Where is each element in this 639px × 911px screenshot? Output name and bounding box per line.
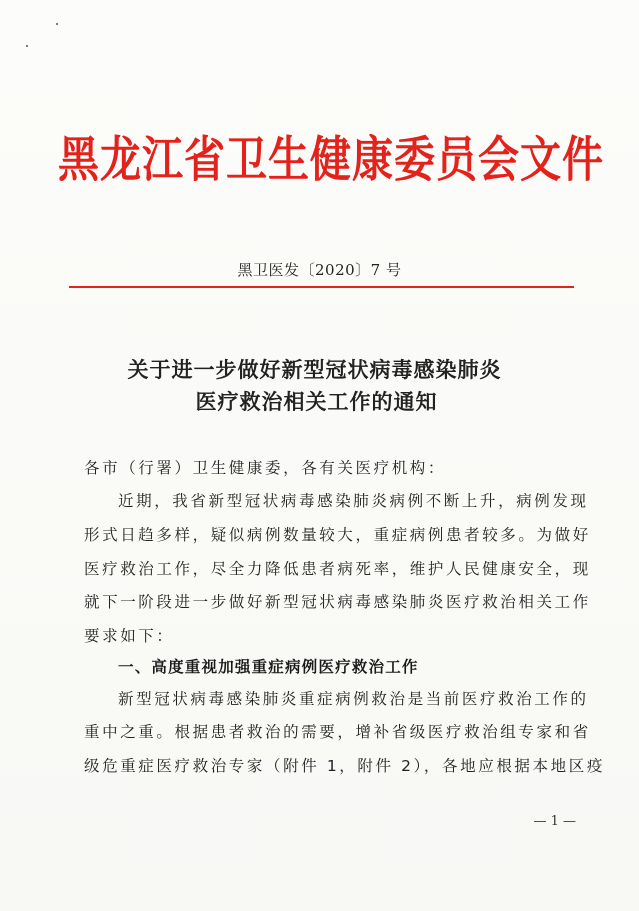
paragraph-1-line-4: 就下一阶段进一步做好新型冠状病毒感染肺炎医疗救治相关工作 <box>84 593 591 611</box>
title-line-1: 关于进一步做好新型冠状病毒感染肺炎 <box>127 357 502 382</box>
section-1-heading: 一、高度重视加强重症病例医疗救治工作 <box>118 658 419 676</box>
red-divider-line <box>69 286 574 288</box>
page-number: — 1 — <box>533 814 576 829</box>
document-number: 黑卫医发〔2020〕7 号 <box>237 261 402 279</box>
issuer-banner: 黑龙江省卫生健康委员会文件 <box>58 131 604 188</box>
paragraph-2-line-3: 级危重症医疗救治专家（附件 1，附件 2），各地应根据本地区疫 <box>84 757 605 775</box>
paragraph-1-line-3: 医疗救治工作，尽全力降低患者病死率，维护人民健康安全，现 <box>84 560 591 578</box>
paragraph-2-line-2: 重中之重。根据患者救治的需要，增补省级医疗救治组专家和省 <box>84 723 591 741</box>
title-line-2: 医疗救治相关工作的通知 <box>195 389 438 414</box>
paragraph-1-line-5: 要求如下： <box>84 627 175 645</box>
scan-speck <box>56 23 58 25</box>
scan-speck <box>26 45 28 47</box>
paragraph-1-line-1: 近期，我省新型冠状病毒感染肺炎病例不断上升，病例发现 <box>118 492 589 510</box>
paragraph-1-line-2: 形式日趋多样，疑似病例数量较大，重症病例患者较多。为做好 <box>84 526 591 544</box>
paragraph-2-line-1: 新型冠状病毒感染肺炎重症病例救治是当前医疗救治工作的 <box>118 690 589 708</box>
salutation: 各市（行署）卫生健康委，各有关医疗机构： <box>84 459 447 477</box>
